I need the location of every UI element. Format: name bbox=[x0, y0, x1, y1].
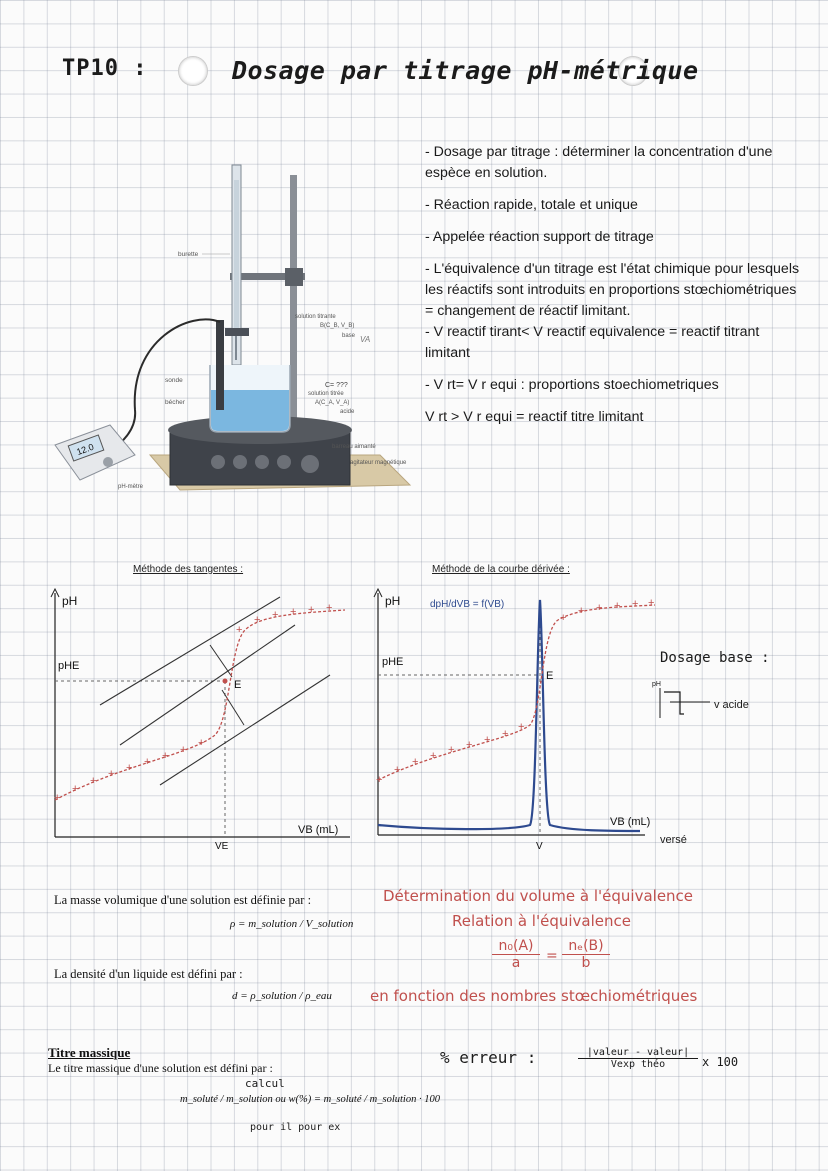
svg-text:+: + bbox=[72, 783, 79, 795]
svg-text:+: + bbox=[578, 605, 585, 617]
label-becher: bécher bbox=[165, 399, 185, 406]
label-barreau: barreau aimanté bbox=[332, 444, 376, 450]
svg-text:+: + bbox=[54, 792, 61, 804]
def-rho-formula: ρ = m_solution / V_solution bbox=[230, 918, 354, 930]
label-acide: acide bbox=[340, 409, 355, 415]
svg-text:+: + bbox=[290, 606, 297, 618]
punch-hole-1 bbox=[178, 56, 208, 86]
graph1-e-label: E bbox=[234, 679, 242, 691]
equiv-line3: en fonction des nombres stœchiométriques bbox=[370, 987, 698, 1005]
graph2-caption: Méthode de la courbe dérivée : bbox=[432, 564, 570, 575]
equiv-frac2-den: b bbox=[581, 955, 591, 971]
svg-text:+: + bbox=[560, 612, 567, 624]
graph1-x-label: VB (mL) bbox=[298, 824, 339, 836]
titre-calcul-annot: calcul bbox=[245, 1077, 285, 1090]
burette-stopcock bbox=[225, 328, 249, 336]
equiv-frac1-den: a bbox=[511, 955, 521, 971]
graph2-e-label: E bbox=[546, 670, 554, 682]
note-3: - Appelée réaction support de titrage bbox=[425, 229, 654, 245]
equiv-equals: = bbox=[546, 948, 558, 964]
svg-text:+: + bbox=[648, 597, 655, 609]
label-base: base bbox=[342, 333, 356, 339]
svg-text:+: + bbox=[394, 764, 401, 776]
graph1-y-label: pH bbox=[62, 594, 78, 608]
svg-text:+: + bbox=[236, 624, 243, 636]
svg-text:+: + bbox=[144, 756, 151, 768]
graph2-derivative-label: dpH/dVB = f(VB) bbox=[430, 599, 505, 610]
graph2-verse-annot: versé bbox=[660, 834, 687, 846]
header-label: TP10 : bbox=[62, 56, 148, 81]
graph2-v-mark: V bbox=[536, 841, 543, 852]
clamp-knob bbox=[285, 268, 303, 286]
note-4: - L'équivalence d'un titrage est l'état chimique pour lesquels les réactifs sont introduits en proportions stœchiométriques = changement de réactif limitant. bbox=[425, 261, 800, 319]
svg-text:+: + bbox=[180, 744, 187, 756]
graph1-caption: Méthode des tangentes : bbox=[133, 564, 244, 575]
graph2-y-label: pH bbox=[385, 594, 401, 608]
ph-probe bbox=[216, 320, 224, 410]
label-solution-titrante: solution titrante bbox=[295, 314, 336, 320]
note-1: - Dosage par titrage : déterminer la concentration d'une espèce en solution. bbox=[425, 144, 773, 181]
label-burette: burette bbox=[178, 251, 199, 258]
svg-text:+: + bbox=[502, 728, 509, 740]
note-5: - V reactif tirant< V reactif equivalence = reactif titrant limitant bbox=[425, 324, 760, 361]
error-times: x 100 bbox=[702, 1055, 739, 1069]
error-label: % erreur : bbox=[440, 1048, 537, 1067]
error-den: Vexp théo bbox=[610, 1059, 666, 1070]
equiv-frac2-num: nₑ(B) bbox=[562, 938, 610, 955]
svg-text:+: + bbox=[448, 744, 455, 756]
svg-text:+: + bbox=[162, 750, 169, 762]
label-agitateur: agitateur magnétique bbox=[350, 460, 407, 466]
titre-text: Le titre massique d'une solution est défini par : bbox=[48, 1061, 273, 1075]
svg-text:+: + bbox=[484, 734, 491, 746]
annot-va: VA bbox=[360, 335, 371, 344]
svg-text:+: + bbox=[326, 602, 333, 614]
notes-list bbox=[425, 142, 805, 439]
titration-apparatus bbox=[40, 150, 420, 510]
graph2-phe-label: pHE bbox=[382, 656, 404, 668]
side-note-sketch bbox=[650, 672, 790, 722]
side-note-dosage: Dosage base : bbox=[660, 650, 770, 666]
page-title: Dosage par titrage pH-métrique bbox=[232, 56, 699, 85]
label-titree-formula: A(C_A, V_A) bbox=[315, 400, 350, 406]
svg-text:+: + bbox=[272, 609, 279, 621]
note-6: - V rt= V r equi : proportions stoechiometriques bbox=[425, 377, 719, 393]
svg-text:+: + bbox=[518, 721, 525, 733]
svg-text:+: + bbox=[412, 756, 419, 768]
graph1-point-e bbox=[223, 679, 228, 684]
titre-pour-annot: pour il pour ex bbox=[250, 1122, 341, 1133]
label-sonde: sonde bbox=[165, 377, 183, 384]
def-d-formula: d = ρ_solution / ρ_eau bbox=[232, 990, 332, 1002]
svg-text:+: + bbox=[596, 602, 603, 614]
label-solution-titree: solution titrée bbox=[308, 391, 344, 397]
equiv-line1: Détermination du volume à l'équivalence bbox=[383, 887, 694, 905]
note-7: V rt > V r equi = reactif titre limitant bbox=[425, 409, 644, 425]
svg-text:+: + bbox=[466, 739, 473, 751]
label-ph-metre: pH-mètre bbox=[118, 484, 144, 490]
graph2-x-label: VB (mL) bbox=[610, 816, 651, 828]
note-2: - Réaction rapide, totale et unique bbox=[425, 197, 638, 213]
annot-c-unknown: C= ??? bbox=[325, 382, 348, 389]
equiv-line2: Relation à l'équivalence bbox=[452, 912, 631, 930]
graph1-phe-label: pHE bbox=[58, 660, 80, 672]
ph-display-value: 12.0 bbox=[75, 441, 96, 458]
equiv-frac1-num: n₀(A) bbox=[492, 938, 540, 955]
side-note-ph: pH bbox=[652, 681, 661, 688]
titre-formula: m_soluté / m_solution ou w(%) = m_soluté / m_solution · 100 bbox=[180, 1094, 440, 1105]
equiv-frac2 bbox=[562, 938, 610, 971]
def-densite: La densité d'un liquide est défini par : bbox=[54, 967, 243, 981]
svg-text:+: + bbox=[108, 768, 115, 780]
svg-text:+: + bbox=[90, 775, 97, 787]
side-note-acide: v acide bbox=[714, 699, 749, 711]
svg-text:+: + bbox=[126, 762, 133, 774]
titre-heading: Titre massique bbox=[48, 1045, 131, 1060]
graph-tangents bbox=[40, 585, 360, 850]
label-titrante-formula: B(C_B, V_B) bbox=[320, 323, 355, 329]
def-masse-volumique: La masse volumique d'une solution est définie par : bbox=[54, 893, 312, 907]
svg-text:+: + bbox=[430, 750, 437, 762]
svg-text:+: + bbox=[614, 600, 621, 612]
svg-text:+: + bbox=[308, 604, 315, 616]
svg-text:+: + bbox=[254, 614, 261, 626]
graph1-ve-label: VE bbox=[215, 841, 229, 850]
svg-text:+: + bbox=[632, 598, 639, 610]
svg-text:+: + bbox=[198, 737, 205, 749]
error-fraction bbox=[578, 1047, 698, 1070]
svg-text:+: + bbox=[376, 774, 383, 786]
equiv-frac1 bbox=[492, 938, 540, 971]
error-num: |valeur - valeur| bbox=[578, 1047, 698, 1059]
